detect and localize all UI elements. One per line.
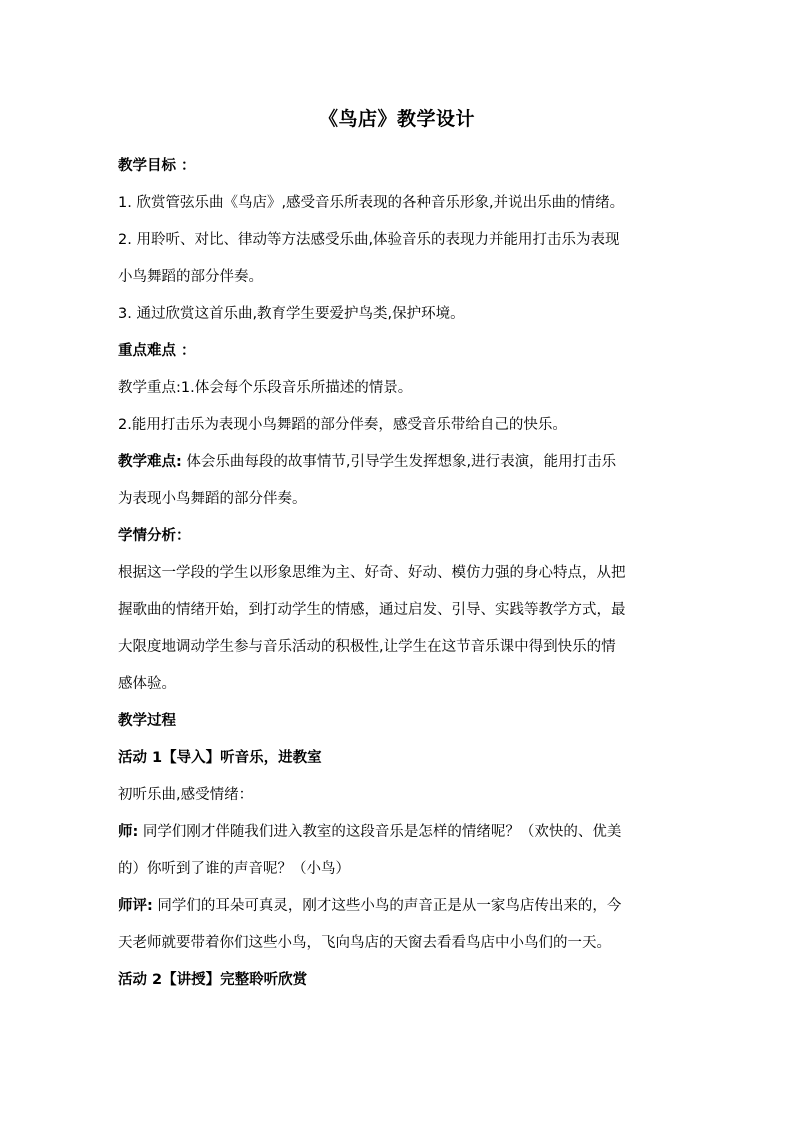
page-title: 《鸟店》教学设计 xyxy=(318,108,475,130)
activity-1-heading: 活动 1【导入】听音乐，进教室 xyxy=(118,750,322,766)
teacher-question-line-1 xyxy=(118,814,678,851)
document-body xyxy=(118,148,678,999)
objective-item-1: 1. 欣赏管弦乐曲《鸟店》,感受音乐所表现的各种音乐形象,并说出乐曲的情绪。 xyxy=(118,195,625,211)
analysis-line-3: 大限度地调动学生参与音乐活动的积极性,让学生在这节音乐课中得到快乐的情 xyxy=(118,639,616,655)
objective-item-3: 3. 通过欣赏这首乐曲,教育学生要爱护鸟类,保护环境。 xyxy=(118,306,465,322)
objectives-heading: 教学目标 ： xyxy=(118,158,196,174)
teacher-question-line-2: 的）你听到了谁的声音呢？（小鸟） xyxy=(118,861,350,877)
teaching-difficulty-label: 教学难点: xyxy=(118,454,182,470)
activity-2-heading: 活动 2【讲授】完整聆听欣赏 xyxy=(118,972,308,988)
objective-item-2-line-2: 小鸟舞蹈的部分伴奏。 xyxy=(118,269,263,285)
activity-1-intro: 初听乐曲,感受情绪： xyxy=(118,787,254,803)
teaching-difficulty-line-1 xyxy=(118,444,678,481)
teaching-focus-line-2: 2.能用打击乐为表现小鸟舞蹈的部分伴奏，感受音乐带给自己的快乐。 xyxy=(118,417,567,433)
teacher-comment-line-1 xyxy=(118,888,678,925)
analysis-line-4: 感体验。 xyxy=(118,676,176,692)
teacher-label: 师: xyxy=(118,824,139,840)
analysis-line-2: 握歌曲的情绪开始，到打动学生的情感，通过启发、引导、实践等教学方式，最 xyxy=(118,602,626,618)
teaching-difficulty-text: 体会乐曲每段的故事情节,引导学生发挥想象,进行表演，能用打击乐 xyxy=(181,454,617,470)
teaching-focus-line-1: 教学重点:1.体会每个乐段音乐所描述的情景。 xyxy=(118,380,413,396)
analysis-heading: 学情分析： xyxy=(118,528,191,544)
analysis-line-1: 根据这一学段的学生以形象思维为主、好奇、好动、模仿力强的身心特点，从把 xyxy=(118,565,626,581)
teacher-comment-text: 同学们的耳朵可真灵，刚才这些小鸟的声音正是从一家鸟店传出来的，今 xyxy=(152,898,622,914)
teaching-difficulty-line-2: 为表现小鸟舞蹈的部分伴奏。 xyxy=(118,491,307,507)
process-heading: 教学过程 xyxy=(118,713,176,729)
objective-item-2-line-1: 2. 用聆听、对比、律动等方法感受乐曲,体验音乐的表现力并能用打击乐为表现 xyxy=(118,232,620,248)
teacher-comment-label: 师评: xyxy=(118,898,153,914)
teacher-comment-line-2: 天老师就要带着你们这些小鸟，飞向鸟店的天窗去看看鸟店中小鸟们的一天。 xyxy=(118,935,611,951)
key-points-heading: 重点难点 ： xyxy=(118,343,196,359)
teacher-question-text: 同学们刚才伴随我们进入教室的这段音乐是怎样的情绪呢？（欢快的、优美 xyxy=(138,824,622,840)
